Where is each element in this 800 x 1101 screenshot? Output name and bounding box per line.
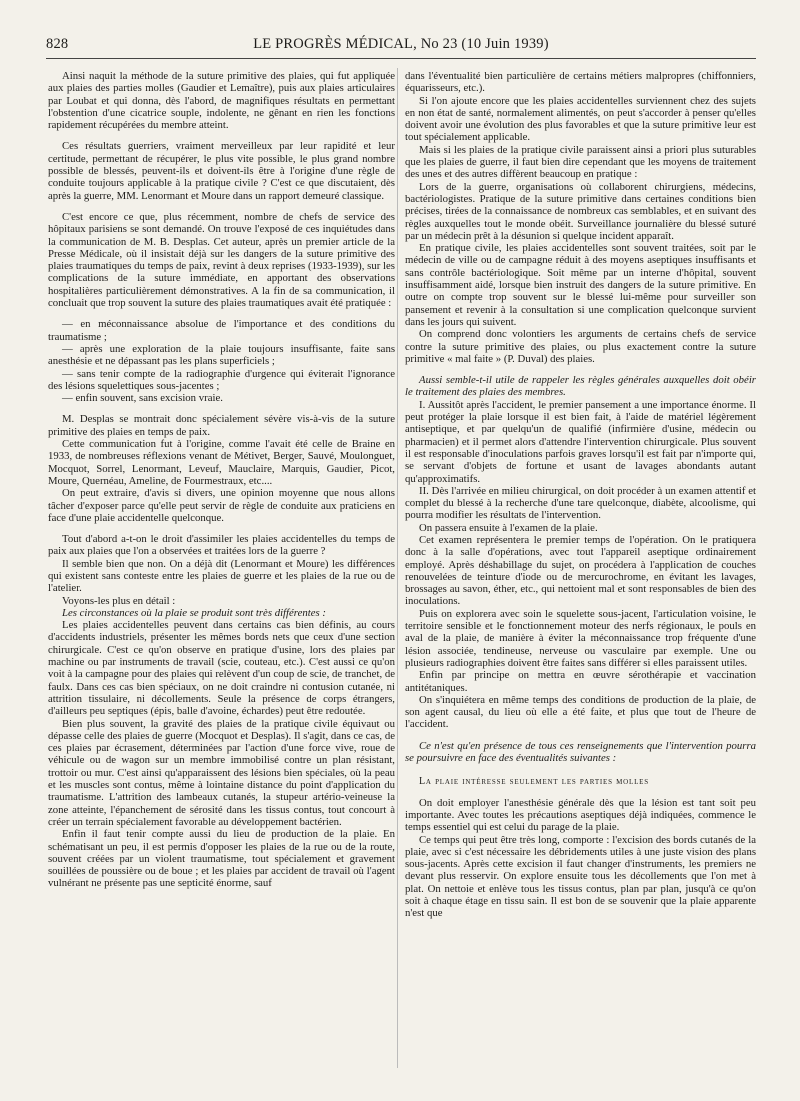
paragraph: On passera ensuite à l'examen de la plaie. (419, 521, 598, 534)
paragraph: On doit employer l'anesthésie générale dès que la lésion est tant soit peu importante. Avec toutes les précautions aseptiques déjà indiquées, commence le temps essentiel qui est celui du parage de la plaie. (405, 796, 756, 834)
left-column (48, 70, 395, 890)
paragraph: Cet examen représentera le premier temps de l'opération. On le pratiquera donc à la salle d'opérations, avec tout l'appareil aseptique ordinairement employé. Après déshabillage du sujet, on procédera à l'application de couches renouvelées de teinture d'iode ou de mercurochrome, en évitant les lavages, brossages au savon, éther, etc., qui nettoient mal et sont responsables de bien des inoculations. (405, 533, 756, 608)
paragraph: Ce temps qui peut être très long, comporte : l'excision des bords cutanés de la plaie, avec si c'est nécessaire les débridements utiles à une juste vision des plans sous-jacents. Après cette excision il faut changer d'instruments, les premiers ne devant plus resservir. On explore ensuite tous les décollements que l'on met à plat. On nettoie et enlève tous les tissus contus, plan par plan, jusqu'à ce qu'on soit à chaque étage en tissu sain. Il est bon de se souvenir que la plaie apparente n'est que (405, 833, 756, 920)
page-number: 828 (46, 36, 69, 52)
journal-title: LE PROGRÈS MÉDICAL, No 23 (10 Juin 1939) (253, 36, 549, 52)
section-intro-text: Aussi semble-t-il utile de rappeler les règles générales auxquelles doit obéir le traitement des plaies des membres. (405, 374, 756, 399)
header-rule (46, 58, 756, 59)
paragraph: Bien plus souvent, la gravité des plaies de la pratique civile équivaut ou dépasse celle des plaies de guerre (Mocquot et Desplas). Il s'agit, dans ce cas, de ces plaies par écrasement, déterminées par l'action d'une force vive, roue de véhicule ou de wagon sur un membre immobilisé contre un plan résistant, trottoir ou mur. C'est ainsi qu'apparaissent des lésions bien spéciales, où la peau et les muscles sont contus, même à lointaine distance du point d'application du traumatisme. L'attrition des lambeaux cutanés, la stupeur artério-veineuse la zone atteinte, l'épanchement de sérosité dans les tissus contus, tout concourt à créer un terrain spécialement favorable au développement bactérien. (48, 717, 395, 828)
paragraph: Si l'on ajoute encore que les plaies accidentelles surviennent chez des sujets en non état de santé, normalement alimentés, on peut s'accorder à penser qu'elles doivent avoir une évolution des plus favorables et que la suture primitive leur est tout spécialement applicable. (405, 94, 756, 144)
paragraph: Lors de la guerre, organisations où collaborent chirurgiens, médecins, bactériologistes. Pratique de la suture primitive dans certaines conditions bien précises, tirées de la connaissance de nombreux cas semblables, et en suivant des règles auxquelles tout le monde obéit. Surveillance journalière du blessé suturé par un médecin prêt à la désunion si quelque incident apparaît. (405, 180, 756, 242)
paragraph: C'est encore ce que, plus récemment, nombre de chefs de service des hôpitaux parisiens se sont demandé. On trouve l'exposé de ces inquiétudes dans la communication de M. B. Desplas. Cet auteur, après un premier article de la Presse Médicale, où il insistait déjà sur les dangers de la suture primitive des plaies traumatiques du temps de paix, revint à deux reprises (1933-1939), sur les complications de la suture immédiate, en apportant des observations hospitalières particulièrement démonstratives. A la fin de sa communication, il concluait que trop souvent la suture des plaies traumatiques avait été pratiquée : (48, 210, 395, 310)
paragraph: Il semble bien que non. On a déjà dit (Lenormant et Moure) les différences qui existent sans conteste entre les plaies de guerre et les plaies de la rue ou de l'atelier. (48, 557, 395, 595)
paragraph: II. Dès l'arrivée en milieu chirurgical, on doit procéder à un examen attentif et complet du blessé à la recherche d'une tare quelconque, diabète, alcoolisme, qui pourra modifier les résultats de l'intervention. (405, 484, 756, 522)
right-column (405, 70, 756, 920)
list-item: — sans tenir compte de la radiographie d'urgence qui éviterait l'ignorance des lésions squelettiques sous-jacentes ; (48, 367, 395, 392)
subheading (48, 607, 395, 619)
paragraph: I. Aussitôt après l'accident, le premier pansement a une importance énorme. Il peut protéger la plaie lorsque il est bien fait, à l'aide de matériel légèrement antiseptique, et par quelqu'un de qualifié (infirmière d'usine, médecin ou pharmacien) et il permet alors d'attendre l'intervention chirurgicale. Plus souvent il est responsable d'inoculations parfois graves lorsqu'il est fait par n'importe qui, se servant d'objets de fortune et usant de lavages abondants autant qu'approximatifs. (405, 398, 756, 485)
list-item: — enfin souvent, sans excision vraie. (62, 392, 223, 405)
paragraph: On peut extraire, d'avis si divers, une opinion moyenne que nous allons tâcher d'exposer parce qu'elle peut servir de règle de conduite aux praticiens en face d'une plaie accidentelle quelconque. (48, 487, 395, 524)
paragraph: M. Desplas se montrait donc spécialement sévère vis-à-vis de la suture primitive des plaies en temps de paix. (48, 413, 395, 438)
column-divider (397, 68, 398, 1068)
subheading-text: Les circonstances où la plaie se produit sont très différentes : (62, 606, 326, 619)
paragraph: Tout d'abord a-t-on le droit d'assimiler les plaies accidentelles du temps de paix aux plaies que l'on a observées et traitées lors de la guerre ? (48, 533, 395, 558)
paragraph: En pratique civile, les plaies accidentelles sont souvent traitées, soit par le médecin de ville ou de campagne réduit à des moyens aseptiques insuffisants et sans contrôle bactériologique. Soit même par un interne d'hôpital, souvent insuffisamment aidé, lorsque bien instruit des dangers de la suture primitive. En outre on compte trop souvent sur le blessé lui-même pour surveiller son pansement et revenir à la consultation si une complication quelconque survient dans les jours qui suivent. (405, 242, 756, 328)
paragraph: Enfin il faut tenir compte aussi du lieu de production de la plaie. En schématisant un peu, il est permis d'opposer les plaies de la rue ou de la route, souvent créées par un violent traumatisme, tout spécialement et gravement souillées de poussière ou de boue ; et les plaies par accident de travail où l'agent vulnérant ne présente pas une septicité énorme, sauf (48, 828, 395, 890)
paragraph: Cette communication fut à l'origine, comme l'avait été celle de Braine en 1933, de nombreuses réflexions venant de Métivet, Berger, Sauvé, Moulonguet, Mocquot, Sorrel, Lenormant, Leveuf, Mauclaire, Marquis, Gaudier, Picot, Moure, Quernéau, Ameline, de Fourmestraux, etc.... (48, 438, 395, 487)
list-item: — après une exploration de la plaie toujours insuffisante, faite sans anesthésie et ne dépassant pas les plans superficiels ; (48, 342, 395, 368)
section-intro-text: Ce n'est qu'en présence de tous ces renseignements que l'intervention pourra se poursuivre en face des éventualités suivantes : (405, 739, 756, 765)
paragraph: Enfin par principe on mettra en œuvre sérothérapie et vaccination antitétaniques. (405, 669, 756, 694)
paragraph: Puis on explorera avec soin le squelette sous-jacent, l'articulation voisine, le territoire sensible et le fonctionnement moteur des nerfs régionaux, le pouls en aval de la plaie, de manière à éviter la méconnaissance trop fréquente d'une lésion associée, tendineuse, nerveuse ou vasculaire par exemple. Une ou plusieurs radiographies doivent être faites sans différer si elles paraissent utiles. (405, 607, 756, 669)
paragraph: Voyons-les plus en détail : (62, 594, 176, 607)
paragraph: dans l'éventualité bien particulière de certains métiers malpropres (chiffonniers, équarisseurs, etc.). (405, 70, 756, 95)
section-intro (405, 740, 756, 765)
paragraph: On comprend donc volontiers les arguments de certains chefs de service contre la suture primitive des plaies, ou plus exactement contre la suture primitive « mal faite » (P. Duval) des plaies. (405, 328, 756, 365)
paragraph: Ces résultats guerriers, vraiment merveilleux par leur rapidité et leur certitude, permettant de récupérer, le plus vite possible, le plus grand nombre possible de blessés, peuvent-ils et doivent-ils être à l'origine d'une règle de conduite toujours applicable à la pratique civile ? C'est ce que discutaient, dès après la guerre, MM. Lenormant et Moure dans un rapport demeuré classique. (48, 140, 395, 202)
paragraph: On s'inquiétera en même temps des conditions de production de la plaie, de son agent causal, du lieu où elle a été faite, et plus que tout de l'heure de l'accident. (405, 693, 756, 731)
paragraph: Mais si les plaies de la pratique civile paraissent ainsi a priori plus suturables que les plaies de guerre, il faut bien dire cependant que les moyens de traitement des unes et des autres diffèrent beaucoup en pratique : (405, 143, 756, 181)
paragraph: Les plaies accidentelles peuvent dans certains cas bien définis, au cours d'accidents industriels, présenter les mêmes bords nets que ceux d'une section chirurgicale. C'est ce qu'on observe en pratique d'usine, lors des plaies par machine ou par instruments de travail (scie, couteau, etc.). C'est aussi ce qu'on voit à la campagne pour des plaies qui relèvent d'un coup de scie, de tranchet, de faulx. Dans ces cas bien spéciaux, on ne doit craindre ni contusion cutanée, ni attrition tissulaire, ni décollements. Seule la présence de corps étrangers, d'ailleurs peu septiques (épis, balle d'avoine, échardes) peut être redoutée. (48, 619, 395, 718)
paragraph: Ainsi naquit la méthode de la suture primitive des plaies, qui fut appliquée aux plaies des parties molles (Gaudier et Lemaître), puis aux plaies articulaires par Loubat et qui donna, dès l'abord, de magnifiques résultats en permettant l'obstention d'une cicatrice souple, indolente, ne gênant en rien les fonctions rapidement récupérées du membre atteint. (48, 70, 395, 132)
page-header (46, 34, 756, 56)
section-intro (405, 374, 756, 399)
list-item: — en méconnaissance absolue de l'importance et des conditions du traumatisme ; (48, 318, 395, 343)
section-heading: La plaie intéresse seulement les parties molles (419, 776, 649, 788)
